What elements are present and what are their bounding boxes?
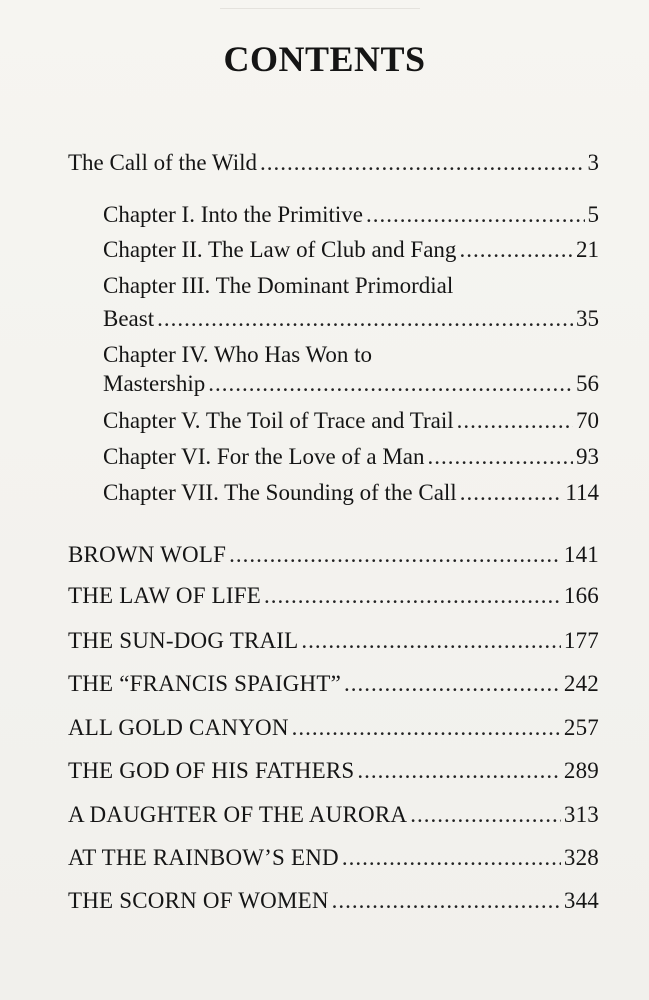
toc-chapter-1 — [103, 200, 599, 230]
leader-dots — [332, 886, 561, 916]
toc-story-9 — [68, 886, 599, 916]
leader-dots — [344, 669, 561, 699]
toc-entry-page: 141 — [563, 542, 599, 567]
toc-entry-title: Chapter V. The Toil of Trace and Trail — [103, 408, 454, 433]
toc-entry-page: 56 — [576, 371, 599, 396]
toc-story-1 — [68, 540, 599, 570]
toc-entry-title: THE GOD OF HIS FATHERS — [68, 758, 355, 783]
toc-entry-page: 114 — [565, 480, 599, 505]
toc-story-7 — [68, 800, 599, 830]
toc-chapter-7 — [103, 478, 599, 508]
toc-entry-page: 344 — [563, 888, 599, 913]
toc-entry-page: 313 — [563, 802, 599, 827]
toc-entry-call-of-the-wild — [68, 148, 599, 178]
toc-entry-page: 242 — [563, 671, 599, 696]
leader-dots — [459, 235, 573, 265]
leader-dots — [229, 540, 561, 570]
toc-entry-page: 35 — [576, 306, 599, 331]
toc-entry-title: THE “FRANCIS SPAIGHT” — [68, 671, 341, 696]
toc-story-4 — [68, 669, 599, 699]
toc-entry-title: AT THE RAINBOW’S END — [68, 845, 339, 870]
toc-chapter-2 — [103, 235, 599, 265]
leader-dots — [260, 148, 585, 178]
toc-chapter-3-line1: Chapter III. The Dominant Primordial — [103, 273, 454, 298]
toc-chapter-3 — [103, 304, 599, 334]
page-title: CONTENTS — [223, 39, 426, 79]
toc-entry-page: 289 — [563, 758, 599, 783]
toc-entry-title: Beast — [103, 306, 155, 331]
toc-entry-title: A DAUGHTER OF THE AURORA — [68, 802, 408, 827]
toc-chapter-6 — [103, 442, 599, 472]
leader-dots — [208, 369, 573, 399]
toc-chapter-4 — [103, 369, 599, 399]
toc-entry-title: Chapter VII. The Sounding of the Call — [103, 480, 457, 505]
leader-dots — [342, 843, 561, 873]
toc-entry-title: The Call of the Wild — [68, 150, 257, 175]
toc-chapter-5 — [103, 406, 599, 436]
leader-dots — [428, 442, 574, 472]
toc-entry-title: THE LAW OF LIFE — [68, 583, 262, 608]
toc-story-3 — [68, 626, 599, 656]
leader-dots — [292, 713, 561, 743]
toc-entry-title: Chapter II. The Law of Club and Fang — [103, 237, 457, 262]
toc-entry-page: 70 — [576, 408, 599, 433]
toc-entry-title: THE SUN-DOG TRAIL — [68, 628, 299, 653]
toc-story-2 — [68, 581, 599, 611]
toc-entry-page: 166 — [563, 583, 599, 608]
toc-entry-title: THE SCORN OF WOMEN — [68, 888, 329, 913]
toc-entry-page: 257 — [563, 715, 599, 740]
toc-chapter-4-line1: Chapter IV. Who Has Won to — [103, 342, 373, 367]
toc-entry-page: 93 — [576, 444, 599, 469]
toc-entry-title: Mastership — [103, 371, 206, 396]
toc-entry-title: Chapter VI. For the Love of a Man — [103, 444, 425, 469]
toc-entry-page: 328 — [563, 845, 599, 870]
toc-story-8 — [68, 843, 599, 873]
leader-dots — [157, 304, 573, 334]
toc-entry-page: 5 — [587, 202, 599, 227]
leader-dots — [410, 800, 561, 830]
leader-dots — [264, 581, 561, 611]
toc-entry-title: BROWN WOLF — [68, 542, 227, 567]
leader-dots — [301, 626, 560, 656]
page-edge — [220, 0, 420, 9]
toc-entry-page: 21 — [576, 237, 599, 262]
toc-entry-title: ALL GOLD CANYON — [68, 715, 289, 740]
toc-story-6 — [68, 756, 599, 786]
toc-entry-page: 3 — [587, 150, 599, 175]
toc-entry-title: Chapter I. Into the Primitive — [103, 202, 363, 227]
leader-dots — [366, 200, 585, 230]
leader-dots — [457, 406, 573, 436]
toc-story-5 — [68, 713, 599, 743]
leader-dots — [357, 756, 561, 786]
toc-entry-page: 177 — [563, 628, 599, 653]
leader-dots — [460, 478, 563, 508]
